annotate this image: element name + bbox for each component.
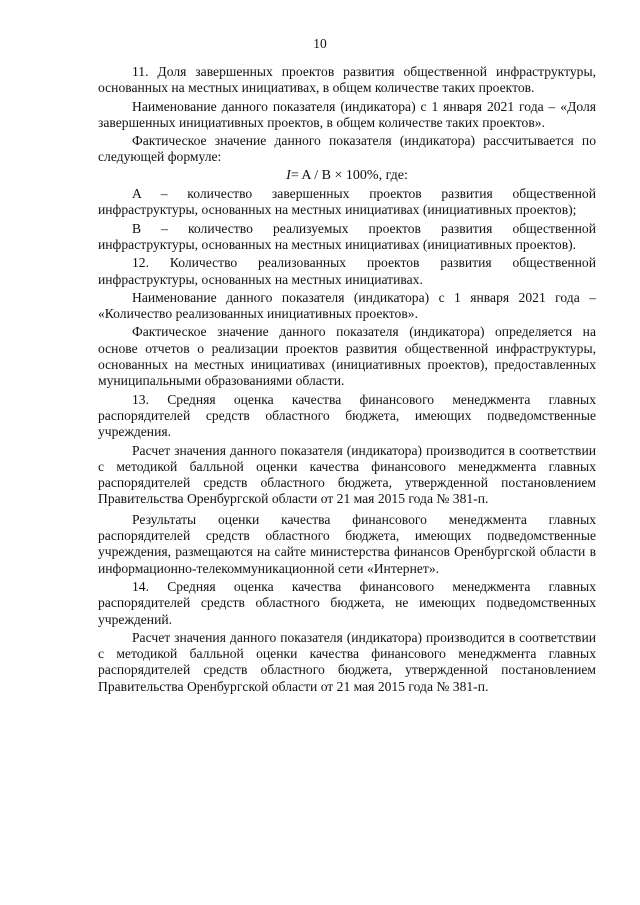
paragraph-item-14: 14. Средняя оценка качества финансового менеджмента главных распорядителей средств областного бюджета, не имеющих подведомственных учреждений. <box>98 578 596 627</box>
paragraph-calc-13: Расчет значения данного показателя (индикатора) производится в соответствии с методикой балльной оценки качества финансового менеджмента главных распорядителей средств областного бюджета, утвержденной постановлением Правительства Оренбургской области от 21 мая 2015 года № 381-п. <box>98 442 596 507</box>
paragraph-formula-intro: Фактическое значение данного показателя (индикатора) рассчитывается по следующей формуле: <box>98 133 596 165</box>
paragraph-definition-b: B – количество реализуемых проектов развития общественной инфраструктуры, основанных на местных инициативах (инициативных проектов). <box>98 220 596 252</box>
paragraph-item-13: 13. Средняя оценка качества финансового менеджмента главных распорядителей средств областного бюджета, имеющих подведомственные учреждения. <box>98 391 596 440</box>
document-body <box>98 64 596 697</box>
paragraph-definition-a: A – количество завершенных проектов развития общественной инфраструктуры, основанных на местных инициативах (инициативных проектов); <box>98 186 596 218</box>
formula <box>98 168 596 184</box>
paragraph-results-13: Результаты оценки качества финансового менеджмента главных распорядителей средств областного бюджета, имеющих подведомственные учреждения, размещаются на сайте министерства финансов Оренбургской области в информационно-телекоммуникационной сети «Интернет». <box>98 511 596 576</box>
page-number: 10 <box>313 36 327 51</box>
formula-symbol: I <box>286 167 291 183</box>
formula-expression: = A / B × 100% <box>290 167 379 183</box>
paragraph-name-since-2021-12: Наименование данного показателя (индикатора) с 1 января 2021 года – «Количество реализованных инициативных проектов». <box>98 289 596 322</box>
formula-suffix: , где: <box>378 167 408 183</box>
paragraph-calc-14: Расчет значения данного показателя (индикатора) производится в соответствии с методикой балльной оценки качества финансового менеджмента главных распорядителей средств областного бюджета, утвержденной постановлением Правительства Оренбургской области от 21 мая 2015 года № 381-п. <box>98 629 596 694</box>
paragraph-actual-value-12: Фактическое значение данного показателя (индикатора) определяется на основе отчетов о реализации проектов развития общественной инфраструктуры, основанных на местных инициативах (инициативных проектов), предоставленных муниципальными образованиями области. <box>98 324 596 389</box>
paragraph-name-since-2021: Наименование данного показателя (индикатора) с 1 января 2021 года – «Доля завершенных инициативных проектов, в общем количестве таких проектов». <box>98 98 596 130</box>
paragraph-item-12: 12. Количество реализованных проектов развития общественной инфраструктуры, основанных на местных инициативах. <box>98 255 596 287</box>
paragraph-item-11: 11. Доля завершенных проектов развития общественной инфраструктуры, основанных на местных инициативах, в общем количестве таких проектов. <box>98 64 596 96</box>
